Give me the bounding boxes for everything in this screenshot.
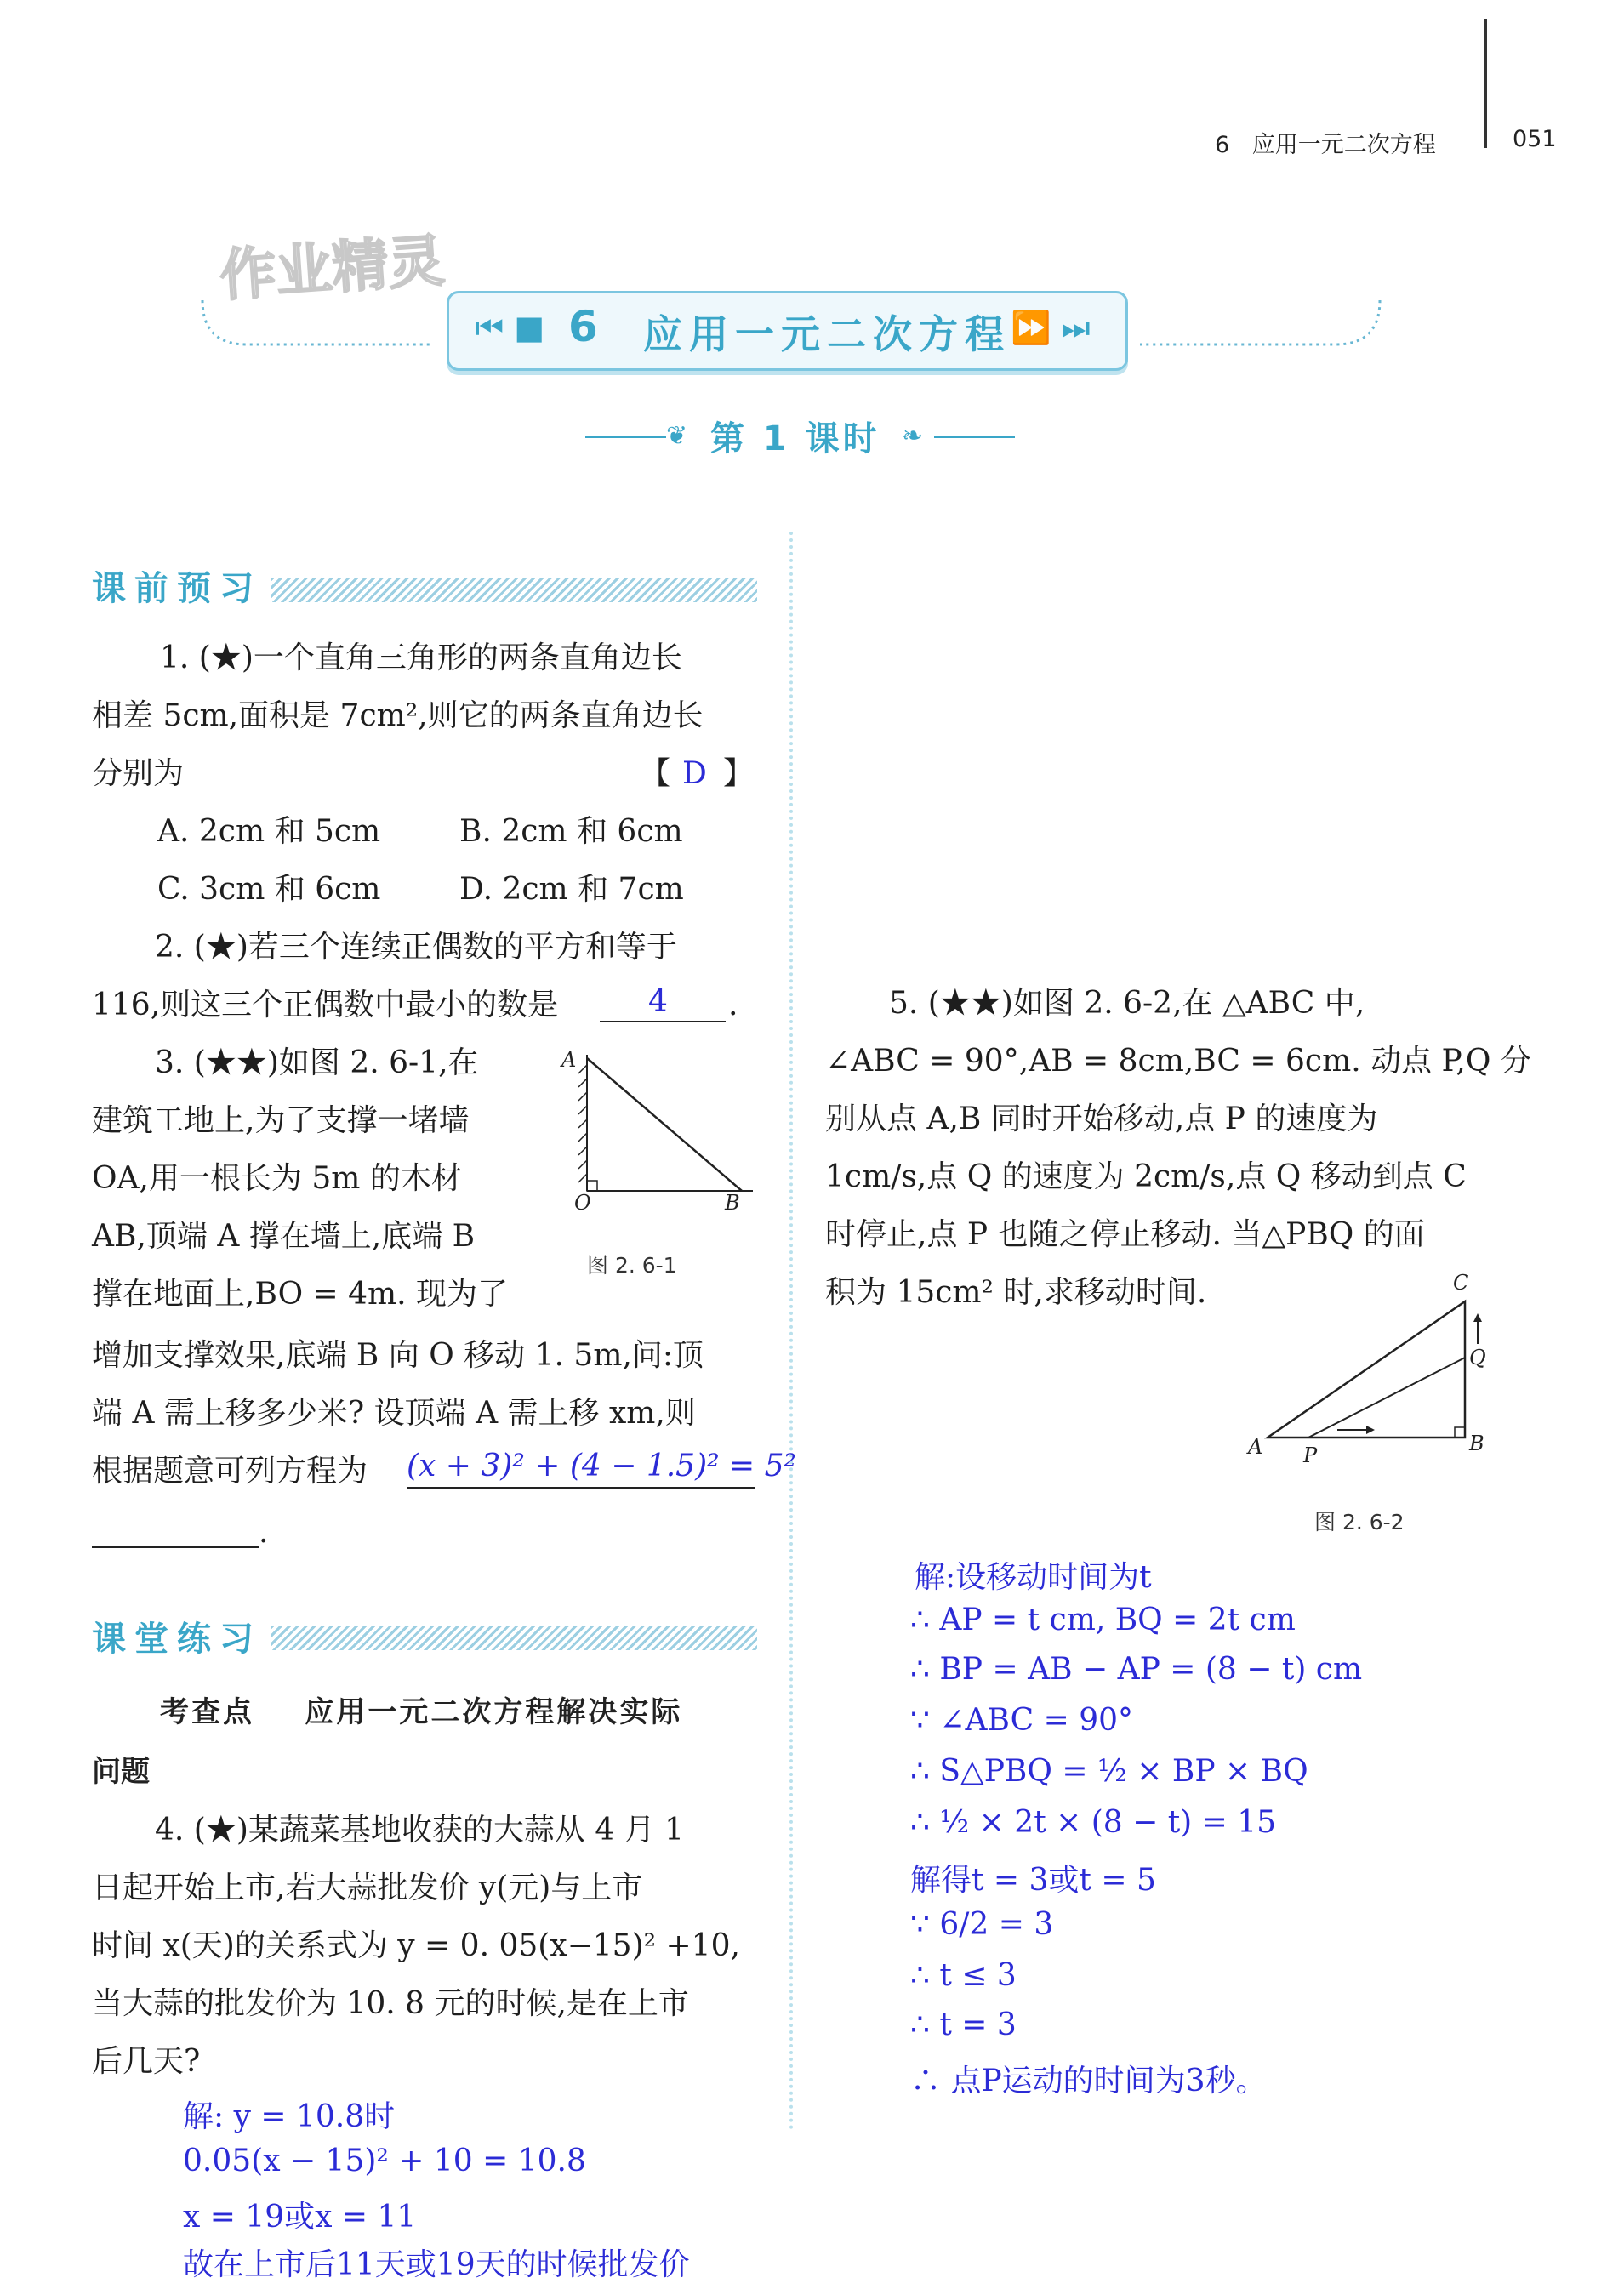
header-section-num: 6 <box>1215 132 1230 158</box>
q1-option-d: D. 2cm 和 7cm <box>459 872 684 907</box>
q2-line-1: 2. (★)若三个连续正偶数的平方和等于 <box>155 930 677 965</box>
fig1-label-b: B <box>725 1191 740 1215</box>
lesson-ornament-left-icon: ❦ <box>666 421 688 451</box>
q4-line-4: 当大蒜的批发价为 10. 8 元的时候,是在上市 <box>92 1986 689 2021</box>
q1-option-a: A. 2cm 和 5cm <box>157 814 381 849</box>
q3-line-5: 撑在地面上,BO = 4m. 现为了 <box>92 1277 509 1312</box>
fig1-label-o: O <box>574 1191 591 1215</box>
q2-end: . <box>728 988 738 1022</box>
q4-line-3: 时间 x(天)的关系式为 y = 0. 05(x−15)² +10, <box>92 1928 740 1963</box>
q5-solution-1: 解:设移动时间为t <box>915 1560 1152 1595</box>
q4-line-5: 后几天? <box>92 2044 201 2079</box>
lesson-rule-right <box>934 436 1015 438</box>
q3-line-3: OA,用一根长为 5m 的木材 <box>92 1161 462 1196</box>
q1-line-1: 1. (★)一个直角三角形的两条直角边长 <box>160 641 682 675</box>
section-hatch-practice <box>271 1626 757 1650</box>
q1-answer: D <box>682 756 707 791</box>
q4-solution-1: 解: y = 10.8时 <box>183 2099 396 2134</box>
header-divider <box>1484 19 1487 148</box>
q4-solution-2: 0.05(x − 15)² + 10 = 10.8 <box>183 2144 586 2178</box>
q5-solution-11: ∴ 点P运动的时间为3秒。 <box>910 2064 1267 2098</box>
watermark-logo: 作业精灵 <box>218 227 447 310</box>
q4-solution-4: 故在上市后11天或19天的时候批发价 <box>183 2247 690 2282</box>
q1-option-c: C. 3cm 和 6cm <box>157 872 381 907</box>
q5-solution-5: ∴ S△PBQ = ½ × BP × BQ <box>910 1754 1308 1789</box>
q3-end: . <box>259 1515 269 1550</box>
practice-point-line-1: 考查点 应用一元二次方程解决实际 <box>160 1695 683 1729</box>
q4-line-1: 4. (★)某蔬菜基地收获的大蒜从 4 月 1 <box>155 1813 685 1848</box>
q5-solution-6: ∴ ½ × 2t × (8 − t) = 15 <box>910 1805 1277 1840</box>
header-chapter-title: 应用一元二次方程 <box>1251 132 1436 158</box>
q5-solution-4: ∵ ∠ABC = 90° <box>910 1703 1134 1738</box>
q5-line-3: 别从点 A,B 同时开始移动,点 P 的速度为 <box>825 1102 1378 1136</box>
banner-right-arrows-icon: ⏩ ⏭ <box>1011 309 1091 346</box>
section-hatch-preview <box>271 578 757 602</box>
fig2-label-p: P <box>1303 1443 1318 1467</box>
q5-line-4: 1cm/s,点 Q 的速度为 2cm/s,点 Q 移动到点 C <box>825 1159 1467 1194</box>
lesson-rule-left <box>585 436 666 438</box>
page-number: 051 <box>1513 126 1557 152</box>
fig2-label-a: A <box>1248 1435 1263 1459</box>
practice-point-line-2: 问题 <box>92 1755 150 1789</box>
fig2-label-q: Q <box>1469 1346 1486 1369</box>
fig2-label-c: C <box>1453 1271 1469 1295</box>
lesson-title: 第 1 课时 <box>710 419 880 458</box>
q4-line-2: 日起开始上市,若大蒜批发价 y(元)与上市 <box>92 1870 643 1905</box>
column-divider <box>789 532 793 2131</box>
running-header-section <box>1215 126 1436 159</box>
q5-line-1: 5. (★★)如图 2. 6-2,在 △ABC 中, <box>889 986 1365 1021</box>
fig1-label-a: A <box>561 1048 577 1072</box>
banner-title: 应用一元二次方程 <box>643 311 1011 357</box>
q5-solution-10: ∴ t = 3 <box>910 2007 1017 2042</box>
fig2-caption: 图 2. 6-2 <box>1314 1510 1405 1535</box>
q3-answer: (x + 3)² + (4 − 1.5)² = 5² <box>407 1449 796 1483</box>
q5-solution-9: ∴ t ≤ 3 <box>910 1958 1017 1993</box>
fig2-label-b: B <box>1469 1432 1484 1455</box>
banner-number: 6 <box>568 302 598 351</box>
section-title-practice: 课堂练习 <box>92 1620 262 1659</box>
q1-bracket-left: 【 <box>640 756 671 791</box>
q5-solution-3: ∴ BP = AB − AP = (8 − t) cm <box>910 1652 1363 1687</box>
q3-line-6: 增加支撑效果,底端 B 向 O 移动 1. 5m,问:顶 <box>92 1338 704 1373</box>
q3-line-4: AB,顶端 A 撑在墙上,底端 B <box>92 1219 476 1254</box>
fig1-caption: 图 2. 6-1 <box>587 1253 677 1278</box>
q3-line-2: 建筑工地上,为了支撑一堵墙 <box>92 1103 470 1138</box>
lesson-ornament-right-icon: ❧ <box>902 421 924 451</box>
q1-line-3: 分别为 <box>92 756 185 791</box>
q3-blank-underline <box>407 1487 755 1489</box>
q3-blank-underline-2 <box>92 1546 259 1548</box>
q2-answer: 4 <box>648 984 668 1019</box>
figure-2-6-2 <box>1242 1284 1497 1455</box>
q2-line-2: 116,则这三个正偶数中最小的数是 <box>92 988 559 1022</box>
q5-solution-7: 解得t = 3或t = 5 <box>910 1863 1156 1898</box>
title-banner <box>447 291 1128 371</box>
q5-solution-8: ∵ 6/2 = 3 <box>910 1907 1054 1942</box>
q3-line-7: 端 A 需上移多少米? 设顶端 A 需上移 xm,则 <box>92 1396 696 1431</box>
q5-line-2: ∠ABC = 90°,AB = 8cm,BC = 6cm. 动点 P,Q 分 <box>825 1044 1531 1079</box>
banner-left-arrows-icon: ⏮ ■ <box>475 309 545 346</box>
q3-line-8: 根据题意可列方程为 <box>92 1454 368 1489</box>
q1-line-2: 相差 5cm,面积是 7cm²,则它的两条直角边长 <box>92 698 704 733</box>
q5-line-6: 积为 15cm² 时,求移动时间. <box>825 1275 1207 1310</box>
q5-line-5: 时停止,点 P 也随之停止移动. 当△PBQ 的面 <box>825 1217 1425 1252</box>
q1-bracket-right: 】 <box>723 756 755 791</box>
section-title-preview: 课前预习 <box>92 569 262 608</box>
q4-solution-3: x = 19或x = 11 <box>183 2200 417 2235</box>
q1-option-b: B. 2cm 和 6cm <box>459 814 683 849</box>
q3-line-1: 3. (★★)如图 2. 6-1,在 <box>155 1045 479 1080</box>
q5-solution-2: ∴ AP = t cm, BQ = 2t cm <box>910 1603 1296 1637</box>
